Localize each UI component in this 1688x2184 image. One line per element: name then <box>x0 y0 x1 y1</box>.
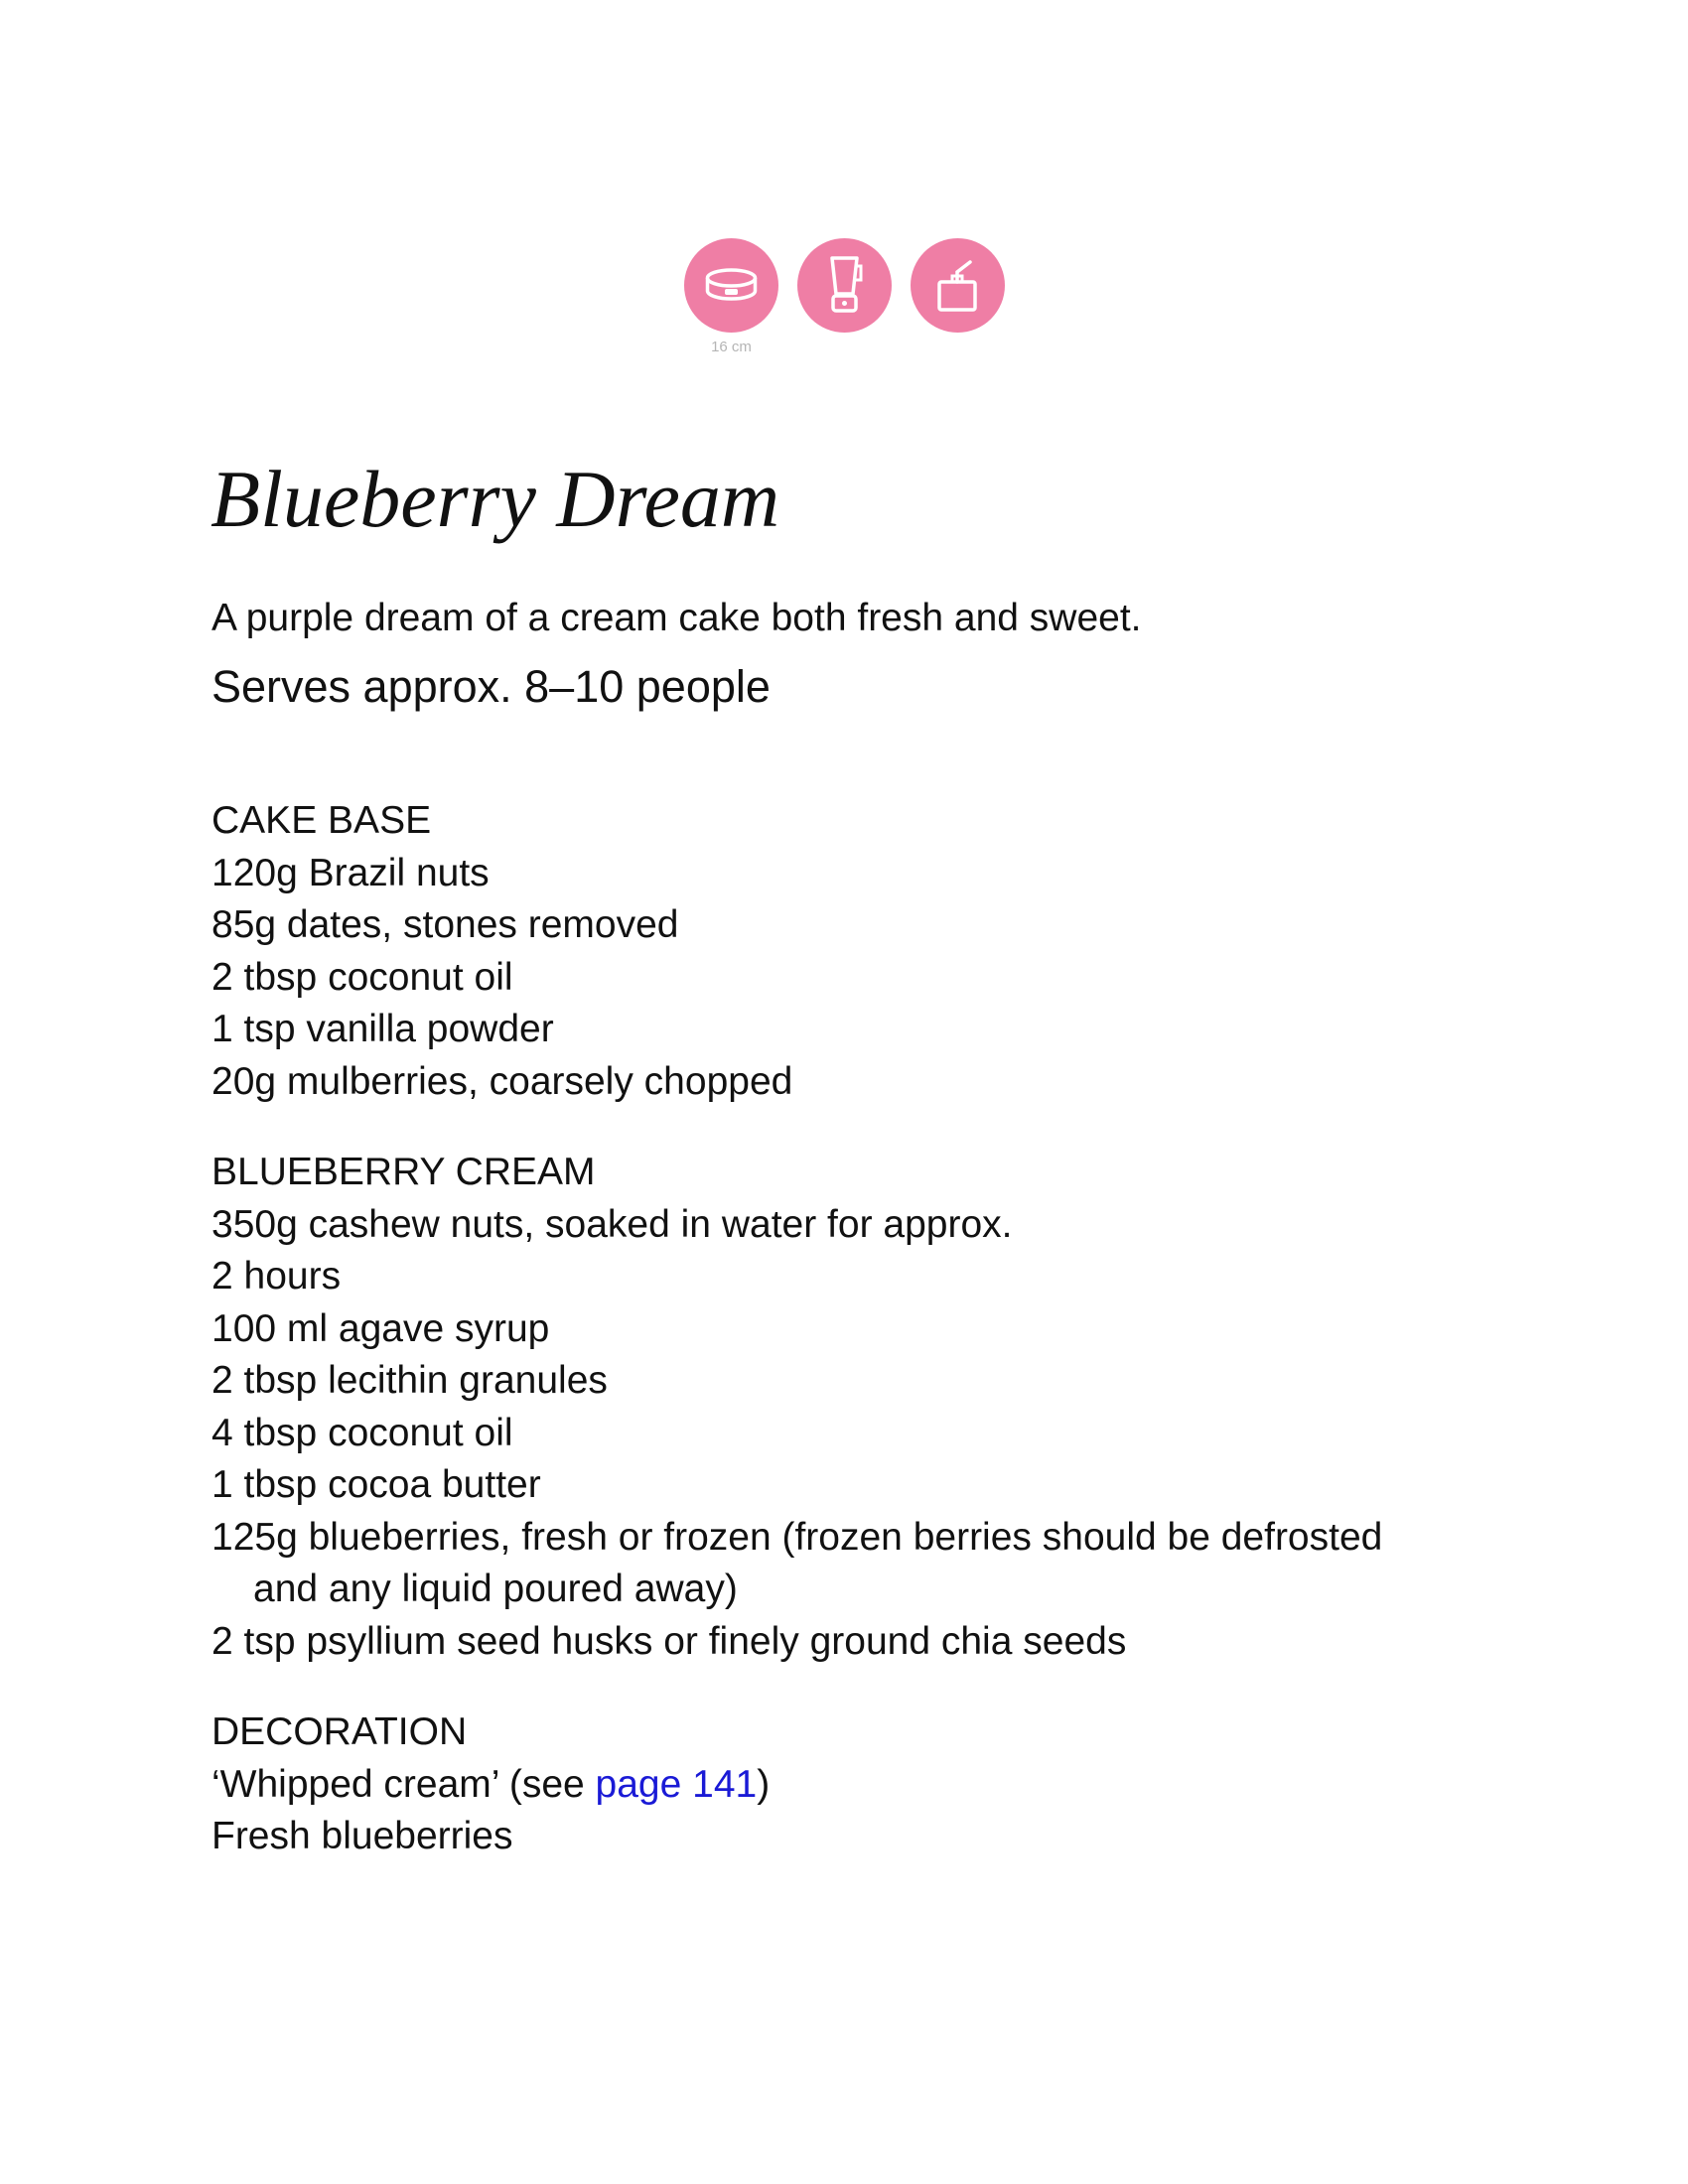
ingredient: 4 tbsp coconut oil <box>211 1411 513 1454</box>
ingredient: 20g mulberries, coarsely chopped <box>211 1059 793 1103</box>
ingredient: 85g dates, stones removed <box>211 903 679 946</box>
ingredient: 350g cashew nuts, soaked in water for approx. <box>211 1202 1013 1246</box>
ingredient: Fresh blueberries <box>211 1815 513 1857</box>
ingredient: 1 tsp vanilla powder <box>211 1008 554 1050</box>
cake-base-section <box>211 795 792 1108</box>
cake-tin-size-label: 16 cm <box>711 339 752 355</box>
page-141-link[interactable]: page 141 <box>595 1762 758 1806</box>
ingredient: 2 hours <box>211 1255 342 1297</box>
ingredient: 125g blueberries, fresh or frozen (frozen berries should be defrosted <box>211 1515 1383 1559</box>
ingredient-continuation: and any liquid poured away) <box>253 1568 738 1610</box>
whipped-cream-suffix: ) <box>757 1762 771 1806</box>
ingredient: 100 ml agave syrup <box>211 1306 550 1350</box>
section-heading: CAKE BASE <box>211 799 432 842</box>
ingredient: 2 tbsp coconut oil <box>211 955 513 999</box>
servings: Serves approx. 8–10 people <box>211 661 771 712</box>
ingredient: 2 tbsp lecithin granules <box>211 1359 608 1402</box>
food-processor-icon <box>911 238 1005 333</box>
blueberry-cream-section <box>211 1147 1382 1668</box>
ingredient <box>211 1759 770 1812</box>
ingredient: 2 tsp psyllium seed husks or finely ground chia seeds <box>211 1619 1127 1663</box>
blender-icon <box>797 238 892 333</box>
ingredient: 1 tbsp cocoa butter <box>211 1463 541 1506</box>
ingredient: 120g Brazil nuts <box>211 851 490 894</box>
section-heading: BLUEBERRY CREAM <box>211 1151 596 1193</box>
section-heading: DECORATION <box>211 1710 468 1753</box>
cake-tin-icon <box>684 238 778 333</box>
recipe-title: Blueberry Dream <box>211 454 780 544</box>
equipment-icons <box>0 238 1688 367</box>
decoration-section <box>211 1706 770 1863</box>
recipe-description: A purple dream of a cream cake both fresh and sweet. <box>211 597 1142 639</box>
whipped-cream-text: ‘Whipped cream’ (see <box>211 1762 596 1806</box>
